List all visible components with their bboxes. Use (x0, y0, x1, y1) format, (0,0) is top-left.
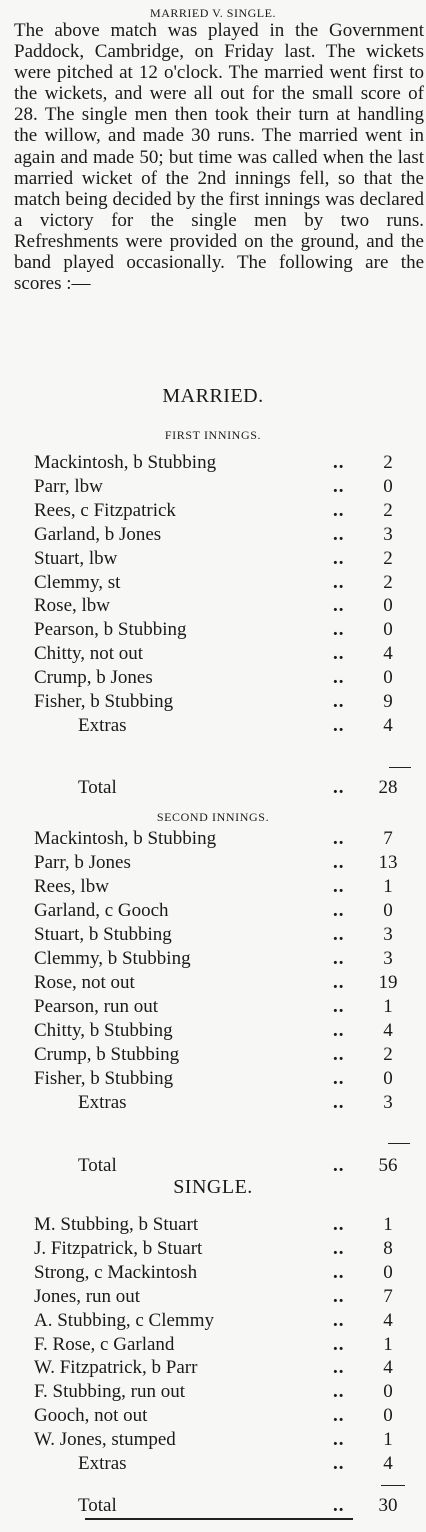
score-row (0, 500, 426, 522)
score-row (0, 1334, 426, 1356)
runs-score: 1 (383, 1429, 393, 1451)
batsman-name: Extras (78, 714, 127, 736)
batsman-name: F. Rose, c Garland (34, 1333, 175, 1355)
score-row (0, 1068, 426, 1090)
batsman-name: Stuart, lbw (34, 547, 118, 569)
batsman-name: Gooch, not out (34, 1405, 148, 1427)
leader-dots: .. (333, 691, 345, 712)
batsman-name: Clemmy, b Stubbing (34, 948, 191, 969)
leader-dots: .. (333, 547, 345, 569)
married-heading: MARRIED. (162, 385, 264, 407)
runs-score: 7 (383, 1285, 393, 1307)
runs-score: 2 (383, 499, 393, 521)
leader-dots: .. (333, 1405, 345, 1427)
score-row (0, 924, 426, 946)
runs-score: 1 (383, 1214, 393, 1235)
batsman-name: Chitty, not out (34, 643, 144, 665)
score-row (0, 715, 426, 737)
runs-score: 13 (378, 852, 398, 873)
runs-score: 0 (383, 475, 393, 497)
runs-score: 4 (383, 1309, 393, 1331)
runs-score: 3 (383, 924, 393, 945)
batsman-name: Pearson, run out (34, 996, 159, 1017)
runs-score: 56 (378, 1155, 398, 1176)
batsman-name: Garland, b Jones (34, 523, 162, 545)
score-row (0, 1357, 426, 1379)
runs-score: 28 (378, 777, 398, 798)
score-row (0, 1092, 426, 1114)
batsman-name: Total (78, 1495, 117, 1516)
runs-score: 2 (383, 547, 393, 569)
batsman-name: Total (78, 1155, 117, 1176)
leader-dots: .. (333, 1020, 345, 1041)
score-row (0, 852, 426, 874)
leader-dots: .. (333, 571, 345, 593)
runs-score: 0 (383, 1261, 393, 1283)
leader-dots: .. (333, 1453, 345, 1474)
score-row (0, 691, 426, 713)
runs-score: 4 (383, 1020, 393, 1041)
score-row (0, 1155, 426, 1177)
score-row (0, 667, 426, 689)
score-row (0, 972, 426, 994)
score-row (0, 595, 426, 617)
score-row (0, 1020, 426, 1042)
leader-dots: .. (333, 452, 345, 473)
leader-dots: .. (333, 972, 345, 993)
score-row (0, 1495, 426, 1517)
batsman-name: A. Stubbing, c Clemmy (34, 1309, 214, 1331)
runs-score: 4 (383, 714, 393, 736)
score-row (0, 777, 426, 799)
batsman-name: W. Jones, stumped (34, 1429, 176, 1451)
batsman-name: M. Stubbing, b Stuart (34, 1214, 199, 1235)
batsman-name: Rees, c Fitzpatrick (34, 499, 176, 521)
runs-score: 7 (383, 828, 393, 849)
leader-dots: .. (333, 924, 345, 945)
score-row (0, 1238, 426, 1260)
leader-dots: .. (333, 852, 345, 873)
batsman-name: Garland, c Gooch (34, 900, 169, 921)
score-row (0, 1405, 426, 1427)
batsman-name: Crump, b Jones (34, 667, 153, 689)
batsman-name: Jones, run out (34, 1285, 141, 1307)
score-row (0, 1453, 426, 1475)
runs-score: 0 (383, 667, 393, 689)
closing-rule (85, 1518, 353, 1520)
batsman-name: Mackintosh, b Stubbing (34, 828, 217, 849)
batsman-name: F. Stubbing, run out (34, 1381, 186, 1403)
total-rule (381, 1485, 405, 1486)
runs-score: 2 (383, 452, 393, 473)
runs-score: 30 (378, 1495, 398, 1516)
score-row (0, 828, 426, 850)
leader-dots: .. (333, 1333, 345, 1355)
article-title: MARRIED V. SINGLE. (150, 6, 276, 20)
batsman-name: Fisher, b Stubbing (34, 691, 174, 712)
score-row (0, 1262, 426, 1284)
runs-score: 4 (383, 643, 393, 665)
batsman-name: Pearson, b Stubbing (34, 619, 187, 641)
runs-score: 1 (383, 876, 393, 897)
runs-score: 3 (383, 523, 393, 545)
runs-score: 1 (383, 996, 393, 1017)
score-row (0, 572, 426, 594)
leader-dots: .. (333, 1429, 345, 1451)
batsman-name: Stuart, b Stubbing (34, 924, 172, 945)
batsman-name: W. Fitzpatrick, b Parr (34, 1357, 198, 1379)
score-row (0, 452, 426, 474)
leader-dots: .. (333, 1309, 345, 1331)
runs-score: 0 (383, 1068, 393, 1089)
batsman-name: Rose, lbw (34, 595, 110, 617)
leader-dots: .. (333, 948, 345, 969)
score-row (0, 876, 426, 898)
leader-dots: .. (333, 1044, 345, 1065)
leader-dots: .. (333, 1214, 345, 1235)
batsman-name: Crump, b Stubbing (34, 1044, 180, 1065)
leader-dots: .. (333, 1068, 345, 1089)
total-rule (388, 1143, 410, 1144)
runs-score: 4 (383, 1453, 393, 1474)
score-row (0, 900, 426, 922)
total-rule (389, 767, 411, 768)
runs-score: 3 (383, 948, 393, 969)
second-innings-label: SECOND INNINGS. (156, 810, 270, 824)
leader-dots: .. (333, 1092, 345, 1113)
leader-dots: .. (333, 1495, 345, 1516)
leader-dots: .. (333, 475, 345, 497)
single-heading: SINGLE. (173, 1176, 253, 1198)
batsman-name: Extras (78, 1092, 127, 1113)
score-row (0, 1286, 426, 1308)
leader-dots: .. (333, 876, 345, 897)
batsman-name: Extras (78, 1453, 127, 1474)
score-row (0, 948, 426, 970)
runs-score: 3 (383, 1092, 393, 1113)
batsman-name: Fisher, b Stubbing (34, 1068, 174, 1089)
batsman-name: Parr, lbw (34, 475, 103, 497)
score-row (0, 1214, 426, 1236)
leader-dots: .. (333, 595, 345, 617)
runs-score: 2 (383, 1044, 393, 1065)
first-innings-label: FIRST INNINGS. (164, 428, 262, 442)
runs-score: 8 (383, 1237, 393, 1259)
leader-dots: .. (333, 1381, 345, 1403)
runs-score: 4 (383, 1357, 393, 1379)
score-row (0, 1044, 426, 1066)
leader-dots: .. (333, 1237, 345, 1259)
batsman-name: Clemmy, st (34, 571, 121, 593)
batsman-name: Rees, lbw (34, 876, 109, 897)
batsman-name: Parr, b Jones (34, 852, 131, 873)
score-row (0, 1310, 426, 1332)
leader-dots: .. (333, 499, 345, 521)
batsman-name: Rose, not out (34, 972, 135, 993)
score-row (0, 548, 426, 570)
batsman-name: Chitty, b Stubbing (34, 1020, 173, 1041)
runs-score: 0 (383, 619, 393, 641)
runs-score: 2 (383, 571, 393, 593)
leader-dots: .. (333, 1285, 345, 1307)
runs-score: 0 (383, 1405, 393, 1427)
score-row (0, 996, 426, 1018)
score-row (0, 524, 426, 546)
score-row (0, 643, 426, 665)
runs-score: 19 (378, 972, 398, 993)
leader-dots: .. (333, 714, 345, 736)
leader-dots: .. (333, 667, 345, 689)
score-row (0, 1429, 426, 1451)
score-row (0, 476, 426, 498)
batsman-name: Strong, c Mackintosh (34, 1261, 198, 1283)
runs-score: 0 (383, 900, 393, 921)
runs-score: 0 (383, 595, 393, 617)
batsman-name: Mackintosh, b Stubbing (34, 452, 217, 473)
leader-dots: .. (333, 900, 345, 921)
leader-dots: .. (333, 643, 345, 665)
batsman-name: Total (78, 777, 117, 798)
leader-dots: .. (333, 996, 345, 1017)
runs-score: 0 (383, 1381, 393, 1403)
leader-dots: .. (333, 1357, 345, 1379)
leader-dots: .. (333, 1155, 345, 1176)
leader-dots: .. (333, 523, 345, 545)
batsman-name: J. Fitzpatrick, b Stuart (34, 1237, 203, 1259)
score-row (0, 1381, 426, 1403)
leader-dots: .. (333, 1261, 345, 1283)
runs-score: 9 (383, 691, 393, 712)
leader-dots: .. (333, 619, 345, 641)
runs-score: 1 (383, 1333, 393, 1355)
score-row (0, 619, 426, 641)
match-report-paragraph: The above match was played in the Government Paddock, Cambridge, on Friday last. The wickets were pitched at 12 o'clock. The married went first to the wickets, and were all out for the small score of 28. The single men then took their turn at handling the willow, and made 30 runs. The married went in again and made 50; but time was called when the last married wicket of the 2nd innings fell, so that the match being decided by the first innings was declared a victory for the single men by two runs. Refreshments were provided on the ground, and the band played occasionally. The following are the scores :— (14, 20, 424, 295)
leader-dots: .. (333, 777, 345, 798)
leader-dots: .. (333, 828, 345, 849)
